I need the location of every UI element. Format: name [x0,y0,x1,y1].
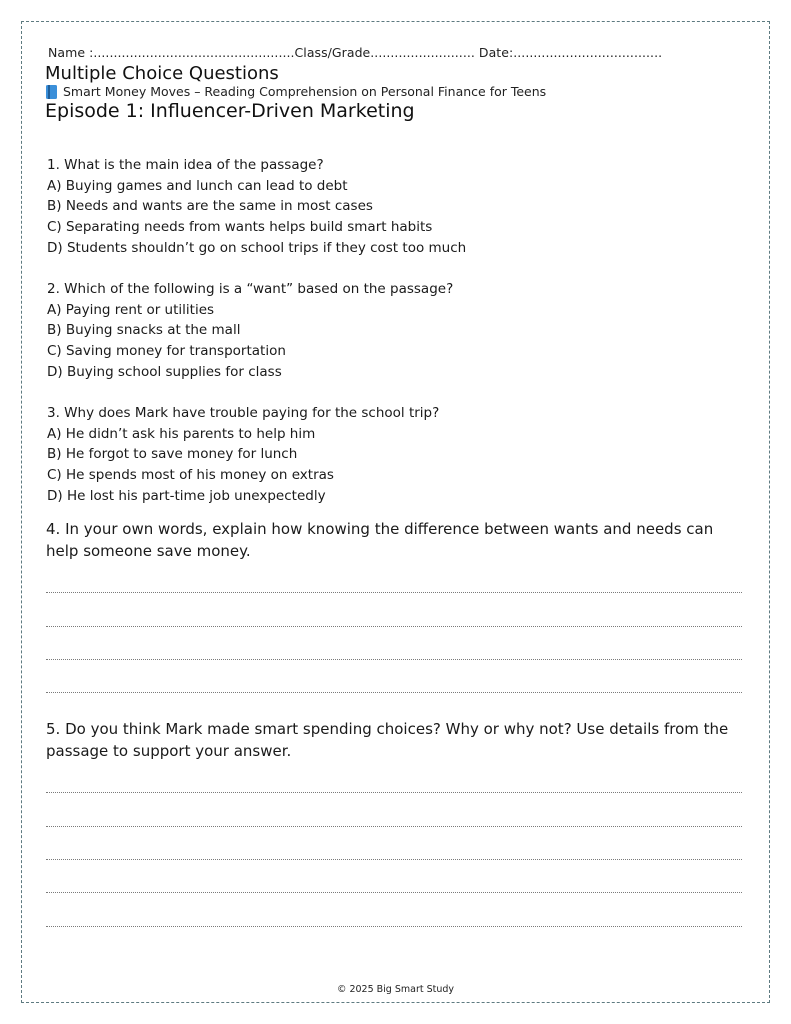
answer-option: C) Saving money for transportation [47,343,286,360]
question-prompt: 1. What is the main idea of the passage? [47,157,324,173]
answer-line[interactable] [46,626,742,627]
answer-line[interactable] [46,926,742,927]
name-class-date-line: Name :..................................................Class/Grade.......................... Date:..................................... [48,45,663,60]
answer-option: D) Students shouldn’t go on school trips if they cost too much [47,239,467,256]
answer-option: C) Separating needs from wants helps build smart habits [47,219,433,236]
answer-option: A) He didn’t ask his parents to help him [47,425,316,442]
answer-option: C) He spends most of his money on extras [47,467,334,484]
copyright-footer: © 2025 Big Smart Study [336,984,455,995]
answer-line[interactable] [46,792,742,793]
question-prompt: 2. Which of the following is a “want” based on the passage? [47,281,454,297]
answer-option: B) Needs and wants are the same in most cases [47,198,373,215]
question-1 [47,155,466,259]
question-prompt: 3. Why does Mark have trouble paying for the school trip? [47,405,440,421]
answer-option: B) Buying snacks at the mall [47,322,241,339]
open-question-5: 5. Do you think Mark made smart spending choices? Why or why not? Use details from the passage to support your answer. [46,720,729,760]
book-icon [46,85,57,99]
answer-option: B) He forgot to save money for lunch [47,446,298,463]
answer-line[interactable] [46,692,742,693]
question-2 [47,279,453,383]
subtitle-text: Smart Money Moves – Reading Comprehension on Personal Finance for Teens [63,84,547,99]
question-3 [47,403,439,507]
answer-line[interactable] [46,659,742,660]
answer-option: A) Buying games and lunch can lead to debt [47,177,348,194]
answer-option: D) He lost his part-time job unexpectedly [47,487,326,504]
worksheet-subtitle [46,84,546,99]
answer-option: D) Buying school supplies for class [47,363,282,380]
answer-option: A) Paying rent or utilities [47,301,215,318]
answer-line[interactable] [46,859,742,860]
answer-line[interactable] [46,826,742,827]
answer-line[interactable] [46,592,742,593]
answer-line[interactable] [46,892,742,893]
section-title: Multiple Choice Questions [45,63,279,84]
episode-title: Episode 1: Influencer-Driven Marketing [45,100,415,122]
open-question-4: 4. In your own words, explain how knowing the difference between wants and needs can help someone save money. [46,520,714,560]
